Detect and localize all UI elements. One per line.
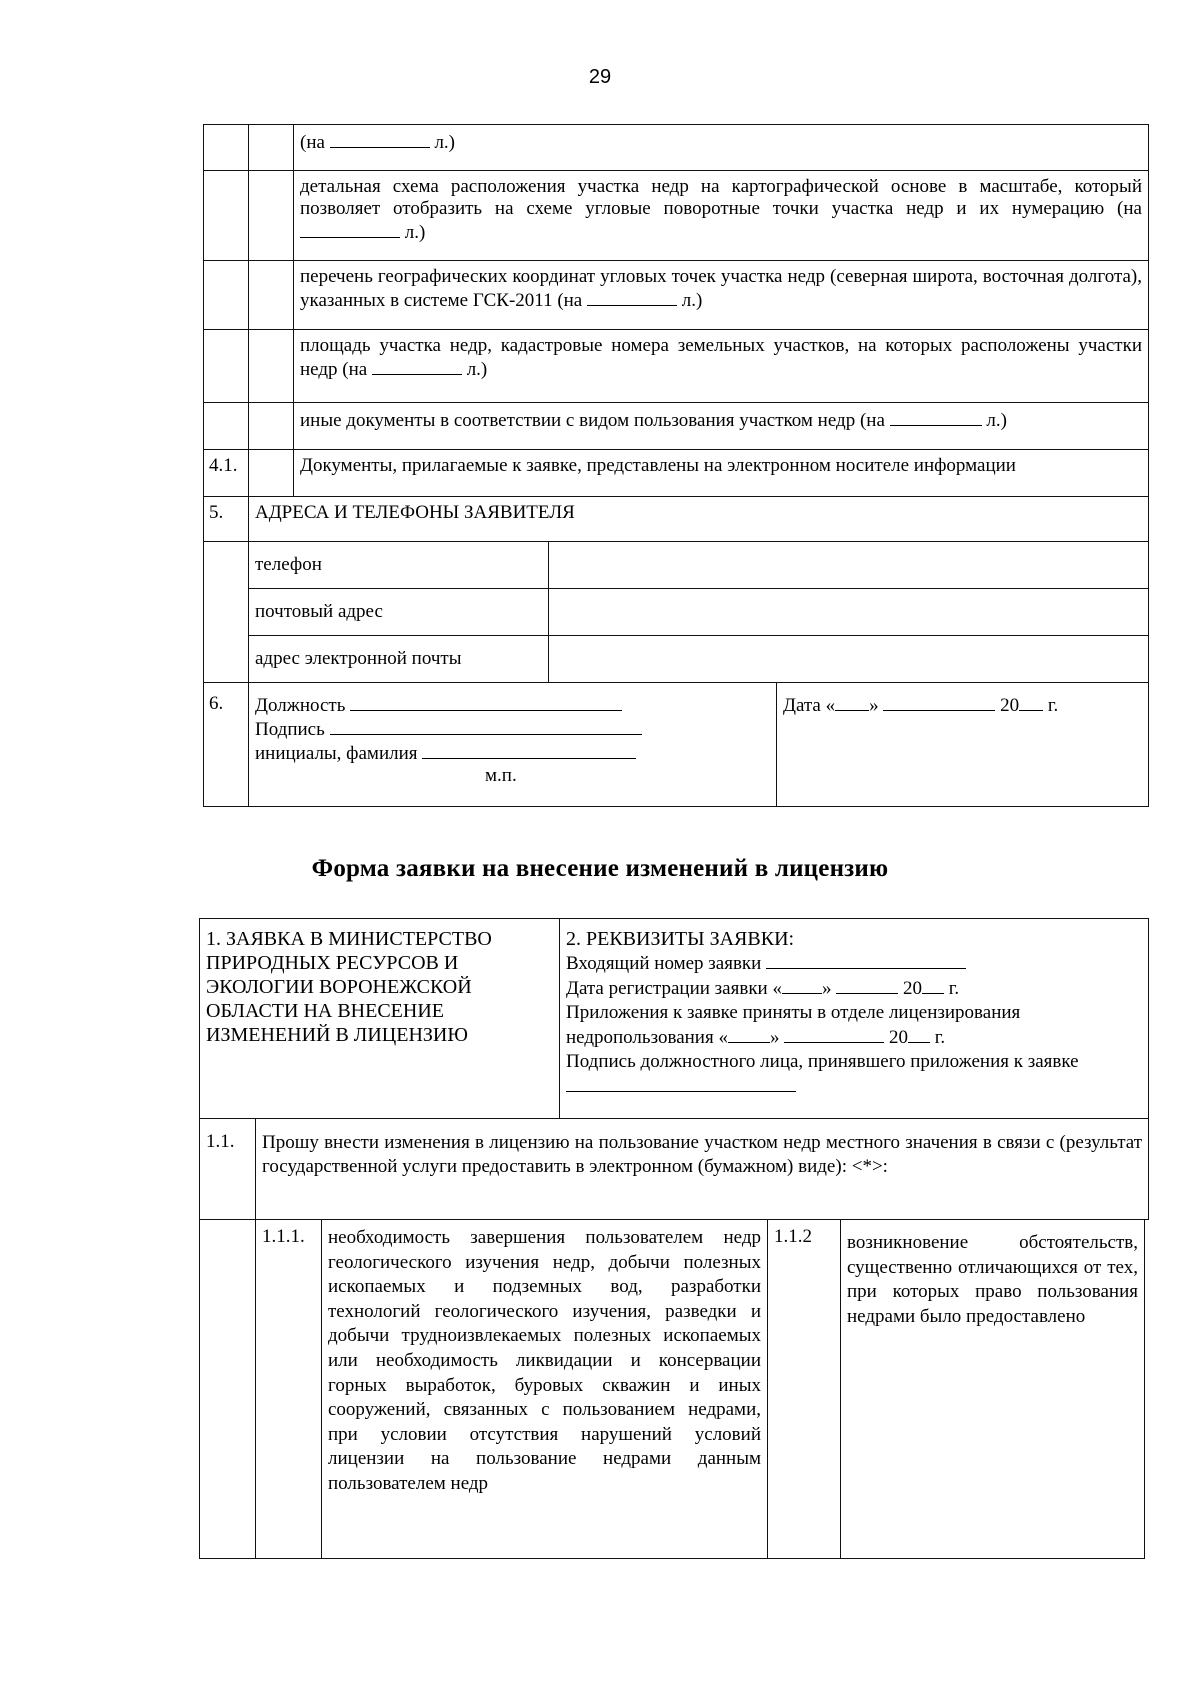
signature-block bbox=[249, 683, 777, 807]
cell-empty bbox=[204, 330, 249, 403]
table-row bbox=[204, 542, 1149, 589]
table-row bbox=[200, 1219, 1145, 1558]
other-suffix: л.) bbox=[986, 410, 1007, 431]
signature-blank bbox=[330, 717, 642, 735]
other-text: иные документы в соответствии с видом пользования участком недр (на bbox=[300, 410, 885, 431]
cell-area bbox=[294, 330, 1149, 403]
official-signature-label: Подпись должностного лица, принявшего приложения к заявке bbox=[566, 1051, 1079, 1072]
cell-empty bbox=[249, 450, 294, 497]
reason-completion-text: необходимость завершения пользователем недр геологического изучения недр, добычи полезных ископаемых и подземных вод, разработки технологий геологического изучения, разведки и добычи трудноизвлекаемых полезных ископаемых или необходимость ликвидации и консервации горных выработок, буровых скважин и иных сооружений, связанных с пользованием недрами, при условии отсутствия нарушений условий лицензии на пользование недрами данным пользователем недр bbox=[322, 1219, 768, 1558]
name-label: инициалы, фамилия bbox=[255, 743, 418, 764]
row-number: 1.1. bbox=[200, 1119, 256, 1220]
section-title-addresses: АДРЕСА И ТЕЛЕФОНЫ ЗАЯВИТЕЛЯ bbox=[249, 497, 1149, 542]
scheme-text: детальная схема расположения участка недр на картографической основе в масштабе, который позволяет отобразить на схеме угловые поворотные точки участка недр и их нумерацию (на bbox=[300, 176, 1142, 219]
table-row bbox=[204, 450, 1149, 497]
request-details bbox=[560, 919, 1149, 1119]
request-reason-text: Прошу внести изменения в лицензию на пользование участком недр местного значения в связи с (результат государственной услуги предоставить в электронном (бумажном) виде): <*>: bbox=[256, 1119, 1149, 1220]
pages-blank bbox=[890, 408, 982, 426]
reasons-table bbox=[199, 1219, 1145, 1559]
electronic-media-text: Документы, прилагаемые к заявке, представлены на электронном носителе информации bbox=[294, 450, 1149, 497]
table-row bbox=[204, 125, 1149, 171]
cell-empty bbox=[200, 1219, 256, 1558]
reg-date-label: Дата регистрации заявки « bbox=[566, 978, 782, 999]
att-year-suffix: г. bbox=[934, 1027, 946, 1048]
attachments-line bbox=[566, 1001, 1142, 1050]
month-blank bbox=[883, 693, 995, 711]
reg-date-line bbox=[566, 976, 1142, 1001]
reg-year-prefix: 20 bbox=[902, 978, 922, 999]
reason-circumstances-text: возникновение обстоятельств, существенно отличающихся от тех, при которых право пользования недрами было предоставлено bbox=[841, 1219, 1145, 1558]
position-label: Должность bbox=[255, 695, 346, 716]
day-blank bbox=[835, 693, 869, 711]
table-row bbox=[200, 1119, 1149, 1220]
date-close: » bbox=[869, 695, 879, 716]
att-year-prefix: 20 bbox=[888, 1027, 908, 1048]
position-blank bbox=[350, 693, 622, 711]
cell-empty bbox=[204, 542, 249, 683]
area-text: площадь участка недр, кадастровые номера земельных участков, на которых расположены участки недр (на bbox=[300, 335, 1142, 380]
signature-label: Подпись bbox=[255, 719, 325, 740]
year-blank bbox=[1019, 693, 1043, 711]
cell-scheme bbox=[294, 171, 1149, 261]
postal-label: почтовый адрес bbox=[249, 589, 549, 636]
incoming-label: Входящий номер заявки bbox=[566, 953, 762, 974]
pages-blank bbox=[300, 220, 400, 238]
cell-coords bbox=[294, 261, 1149, 330]
row-number[interactable]: 1.1.2 bbox=[768, 1219, 841, 1558]
form-title: Форма заявки на внесение изменений в лицензию bbox=[311, 855, 889, 882]
table-row bbox=[204, 261, 1149, 330]
coords-suffix: л.) bbox=[681, 290, 703, 311]
area-suffix: л.) bbox=[466, 359, 488, 380]
reg-day-blank bbox=[782, 976, 822, 994]
name-line bbox=[255, 741, 770, 765]
official-signature-blank bbox=[566, 1074, 796, 1092]
table-row bbox=[204, 171, 1149, 261]
cell-empty bbox=[249, 330, 294, 403]
name-blank bbox=[422, 741, 636, 759]
request-reason-table bbox=[199, 1118, 1149, 1220]
email-label: адрес электронной почты bbox=[249, 636, 549, 683]
reg-year-blank bbox=[922, 976, 944, 994]
details-title: 2. РЕКВИЗИТЫ ЗАЯВКИ: bbox=[566, 928, 795, 950]
cell-empty bbox=[249, 171, 294, 261]
table-row bbox=[204, 330, 1149, 403]
attachments-table bbox=[203, 124, 1149, 807]
pages-blank bbox=[587, 288, 677, 306]
signature-line bbox=[255, 717, 770, 741]
cell-na bbox=[294, 125, 1149, 171]
stamp-label: м.п. bbox=[485, 765, 517, 786]
official-signature-line bbox=[566, 1050, 1142, 1099]
row-number: 6. bbox=[204, 683, 249, 807]
att-day-blank bbox=[728, 1025, 770, 1043]
ministry-request-title: 1. ЗАЯВКА В МИНИСТЕРСТВО ПРИРОДНЫХ РЕСУРСОВ И ЭКОЛОГИИ ВОРОНЕЖСКОЙ ОБЛАСТИ НА ВНЕСЕНИЕ ИЗМЕНЕНИЙ В ЛИЦЕНЗИЮ bbox=[200, 919, 560, 1119]
table-row bbox=[204, 636, 1149, 683]
cell-empty bbox=[204, 403, 249, 450]
att-year-blank bbox=[908, 1025, 930, 1043]
reg-month-blank bbox=[836, 976, 898, 994]
na-prefix: (на bbox=[300, 132, 325, 153]
year-prefix: 20 bbox=[1000, 695, 1020, 716]
phone-value[interactable] bbox=[549, 542, 1149, 589]
pages-blank bbox=[330, 130, 430, 148]
table-row bbox=[204, 683, 1149, 807]
pages-blank bbox=[372, 357, 462, 375]
cell-other bbox=[294, 403, 1149, 450]
incoming-blank bbox=[766, 951, 966, 969]
email-value[interactable] bbox=[549, 636, 1149, 683]
row-number: 5. bbox=[204, 497, 249, 542]
table-row bbox=[204, 403, 1149, 450]
cell-empty bbox=[204, 261, 249, 330]
table-row bbox=[204, 589, 1149, 636]
cell-empty bbox=[249, 261, 294, 330]
table-row bbox=[204, 497, 1149, 542]
year-suffix: г. bbox=[1047, 695, 1059, 716]
phone-label: телефон bbox=[249, 542, 549, 589]
coords-text: перечень географических координат угловых точек участка недр (северная широта, восточная долгота), указанных в системе ГСК-2011 (на bbox=[300, 266, 1142, 311]
row-number[interactable]: 1.1.1. bbox=[256, 1219, 322, 1558]
incoming-line bbox=[566, 951, 1142, 976]
row-number: 4.1. bbox=[204, 450, 249, 497]
page-number: 29 bbox=[588, 66, 612, 88]
reg-close: » bbox=[821, 978, 832, 999]
cell-empty bbox=[204, 171, 249, 261]
table-row bbox=[200, 919, 1149, 1119]
scheme-suffix: л.) bbox=[404, 222, 426, 243]
att-month-blank bbox=[784, 1025, 884, 1043]
att-close: » bbox=[769, 1027, 780, 1048]
date-block bbox=[777, 683, 1149, 807]
date-label: Дата « bbox=[783, 695, 836, 716]
attachments-label: Приложения к заявке приняты в отделе лицензирования недропользования « bbox=[566, 1002, 1021, 1048]
request-header-table bbox=[199, 918, 1149, 1119]
postal-value[interactable] bbox=[549, 589, 1149, 636]
cell-empty bbox=[204, 125, 249, 171]
position-line bbox=[255, 693, 770, 717]
cell-empty bbox=[249, 403, 294, 450]
na-suffix: л.) bbox=[434, 132, 455, 153]
reg-year-suffix: г. bbox=[948, 978, 960, 999]
cell-empty bbox=[249, 125, 294, 171]
